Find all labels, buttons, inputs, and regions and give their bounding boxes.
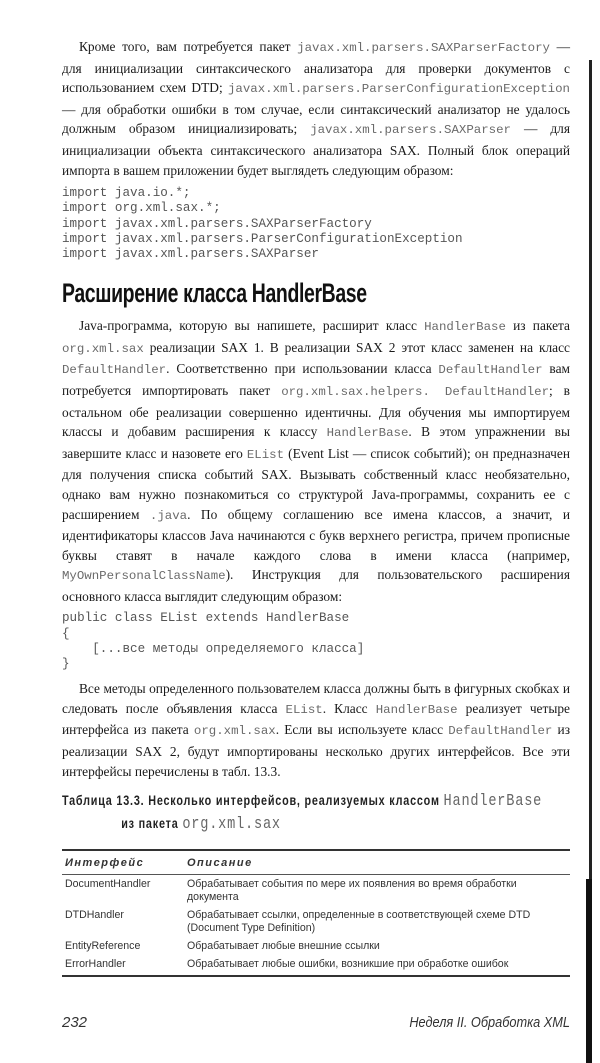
header-description: Описание bbox=[184, 850, 570, 875]
class-code-block bbox=[62, 611, 570, 672]
inline-code: HandlerBase bbox=[424, 320, 506, 335]
text-run: Все методы определенного пользователем класса должны быть в фигурных скобках и следовать после объявления класса bbox=[62, 681, 570, 716]
imports-code: import java.io.*; import org.xml.sax.*; import javax.xml.parsers.SAXParserFactory import javax.xml.parsers.ParserConfigurationException import javax.xml.parsers.SAXParser bbox=[62, 186, 463, 261]
text-run: — для обработки ошибки в том случае, если синтаксический анализатор не удалось должным образом инициализировать; bbox=[62, 101, 570, 137]
inline-code: javax.xml.parsers.SAXParser bbox=[310, 123, 511, 138]
intro-block bbox=[62, 37, 570, 180]
interface-name: DocumentHandler bbox=[65, 878, 151, 891]
page-footer bbox=[62, 1013, 570, 1033]
table-header-row bbox=[62, 850, 570, 875]
text-run: . Если вы используете класс bbox=[275, 722, 449, 738]
text-run: (Event List — список событий); он предназначен для получения списка событий SAX. Вызывать собственный класс необязательно, однако вам нужно познакомиться со структурой Java-программы, сохранить ее с расширением bbox=[62, 445, 570, 522]
interfaces-table-block bbox=[62, 849, 570, 977]
text-run: . В этом упражнении вы завершите класс и назовете его bbox=[62, 424, 571, 461]
table-row bbox=[62, 875, 570, 907]
table-row bbox=[62, 937, 570, 955]
interface-description: Обрабатывает события по мере их появления во время обработки документа bbox=[187, 878, 517, 904]
text-run: — для инициализации синтаксического анализатора для проверки документов с использованием схем DTD; bbox=[62, 39, 570, 96]
page-edge-shadow-bottom bbox=[586, 879, 592, 1063]
text-run: из реализации SAX 2, будут импортированы несколько других интерфейсов. Все эти интерфейсы перечислены в табл. 13.3. bbox=[62, 722, 570, 779]
interface-name: ErrorHandler bbox=[62, 955, 184, 976]
text-run: реализует четыре интерфейса из пакета bbox=[62, 700, 570, 738]
interface-name: EntityReference bbox=[65, 940, 141, 953]
body-paragraph bbox=[62, 316, 570, 606]
section-heading-block bbox=[62, 276, 570, 310]
class-code: public class EList extends HandlerBase { [...все методы определяемого класса] } bbox=[62, 611, 365, 672]
page-number: 232 bbox=[62, 1014, 88, 1032]
interfaces-table bbox=[62, 849, 570, 977]
text-run: . Соответственно при использовании класса bbox=[166, 361, 439, 377]
table-caption bbox=[62, 791, 570, 835]
running-title: Неделя II. Обработка XML bbox=[409, 1014, 570, 1032]
inline-code: org.xml.sax bbox=[193, 724, 276, 739]
table-row bbox=[62, 906, 570, 937]
section-heading: Расширение класса HandlerBase bbox=[62, 278, 367, 309]
inline-code: HandlerBase bbox=[375, 702, 458, 717]
caption-text-2: из пакета bbox=[121, 816, 183, 832]
text-run: . По общему соглашению все имена классов, а значит, и идентификаторы классов Java начинаются с букв верхнего регистра, причем прописные буквы ставят в начале каждого слова в имени класса (например, bbox=[62, 506, 570, 563]
inline-code: DefaultHandler bbox=[62, 363, 167, 378]
inline-code: DefaultHandler bbox=[438, 363, 543, 378]
text-run: реализации SAX 1. В реализации SAX 2 этот класс заменен на класс bbox=[143, 339, 570, 355]
text-run: ). Инструкция для пользовательского расширения основного класса выглядит следующим образом: bbox=[62, 567, 570, 604]
inline-code: .java bbox=[149, 508, 188, 523]
text-run: . Класс bbox=[322, 700, 376, 716]
text-run: ; в остальном обе реализации совершенно идентичны. Для обучения мы импортируем классы и добавим расширения к классу bbox=[62, 382, 570, 440]
inline-code: javax.xml.parsers.SAXParserFactory bbox=[297, 41, 550, 55]
inline-code: HandlerBase bbox=[326, 426, 409, 441]
interface-description: Обрабатывает любые внешние ссылки bbox=[187, 940, 380, 953]
text-run: Java-программа, которую вы напишете, расширит класс bbox=[79, 318, 425, 334]
inline-code: EList bbox=[285, 702, 323, 717]
text-run: вам потребуется импортировать пакет bbox=[62, 361, 570, 398]
inline-code: javax.xml.parsers.ParserConfigurationException bbox=[227, 82, 570, 97]
inline-code: DefaultHandler bbox=[448, 724, 553, 739]
inline-code: EList bbox=[246, 447, 285, 462]
interface-description: Обрабатывает ссылки, определенные в соответствующей схеме DTD (Document Type Definition) bbox=[187, 909, 531, 935]
body-block bbox=[62, 316, 570, 606]
caption-code-package: org.xml.sax bbox=[182, 815, 281, 835]
text-run: — для инициализации объекта синтаксического анализатора SAX. Полный блок операций импорта в вашем приложении будет выглядеть следующим образом: bbox=[62, 121, 570, 178]
table-row bbox=[62, 955, 570, 976]
interface-description: Обрабатывает любые ошибки, возникшие при обработке ошибок bbox=[184, 955, 570, 976]
caption-code-class: HandlerBase bbox=[443, 792, 543, 812]
interface-name: DTDHandler bbox=[65, 909, 124, 922]
intro-paragraph bbox=[62, 37, 570, 180]
text-run: из пакета bbox=[505, 318, 570, 334]
after-paragraph bbox=[62, 679, 570, 781]
header-interface: Интерфейс bbox=[62, 850, 184, 875]
after-block bbox=[62, 679, 570, 781]
caption-text: Таблица 13.3. Несколько интерфейсов, реализуемых классом bbox=[62, 793, 444, 809]
inline-code: MyOwnPersonalClassName bbox=[62, 569, 226, 584]
text-run: Кроме того, вам потребуется пакет bbox=[79, 39, 298, 54]
inline-code: org.xml.sax bbox=[62, 341, 144, 356]
imports-code-block bbox=[62, 186, 570, 262]
inline-code: org.xml.sax.helpers. DefaultHandler bbox=[281, 384, 550, 399]
